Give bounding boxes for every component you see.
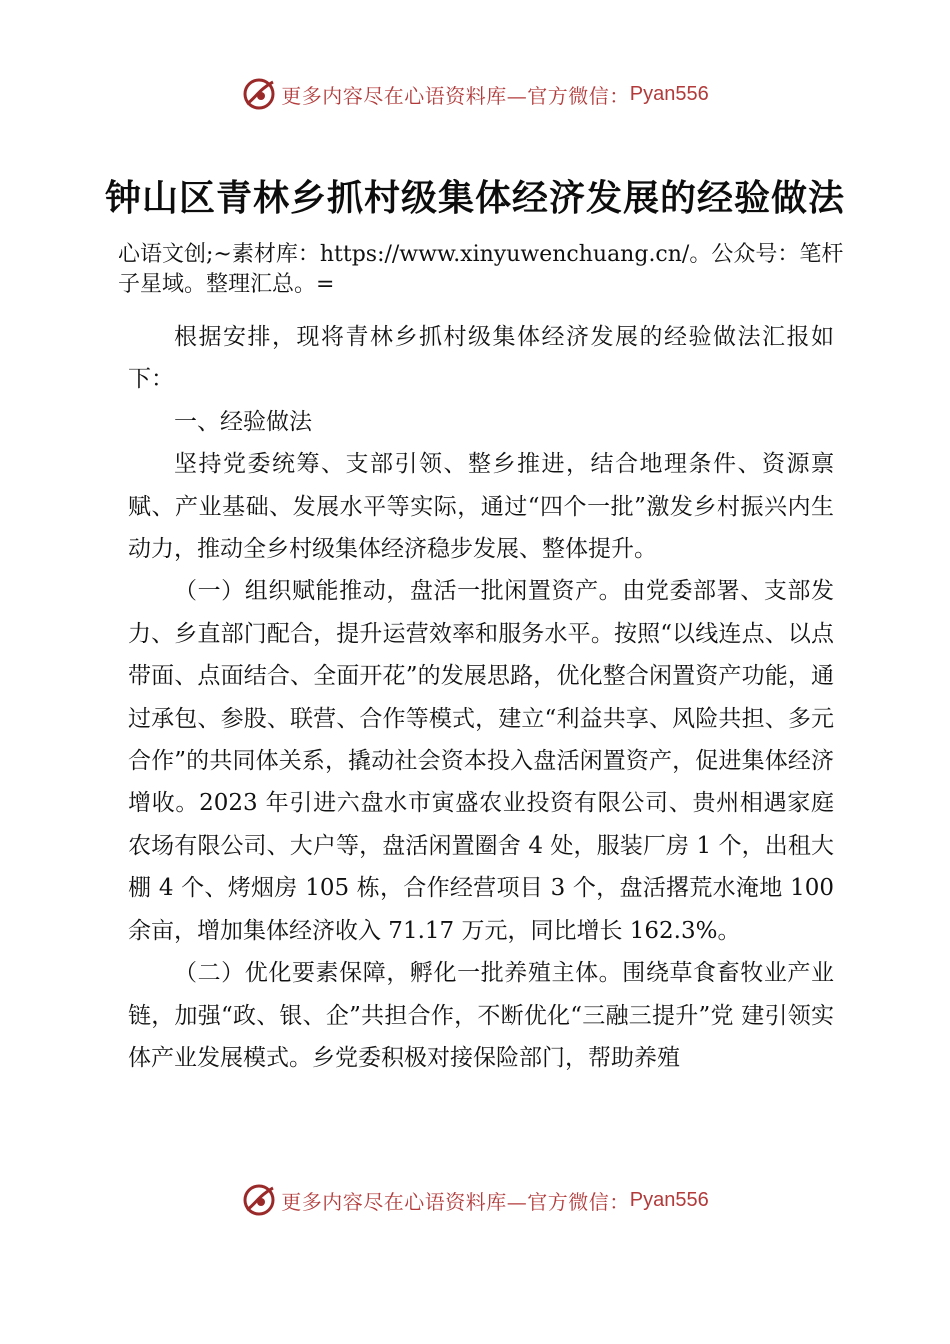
section-heading: 一、经验做法 bbox=[174, 408, 312, 435]
banner-text: 更多内容尽在心语资料库—官方微信： bbox=[281, 1189, 630, 1214]
paragraph-section-1: （一）组织赋能推动，盘活一批闲置资产。由党委部署、支部发力、乡直部门配合，提升运营效率和服务水平。按照“以线连点、以点带面、点面结合、全面开花”的发展思路，优化整合闲置资产功能，通过承包、参股、联营、合作等模式，建立“利益共享、风险共担、多元合作”的共同体关系，撬动社会资本投入盘活闲置资产，促进集体经济增收。2023 年引进六盘水市寅盛农业投资有限公司、贵州相遇家庭农场有限公司、大户等，盘活闲置圈舍 4 处，服装厂房 1 个，出租大棚 4 个、烤烟房 105 栋，合作经营项目 3 个，盘活撂荒水淹地 100 余亩，增加集体经济收入 71.17 万元，同比增长 162.3%。 bbox=[128, 578, 834, 944]
source-line: 心语文创;~素材库：https://www.xinyuwenchuang.cn/。公众号：笔杆子星域。整理汇总。= bbox=[118, 242, 844, 297]
paragraph-intro: 根据安排，现将青林乡抓村级集体经济发展的经验做法汇报如下： bbox=[128, 324, 834, 393]
header-banner bbox=[0, 74, 950, 114]
paragraph-overview: 坚持党委统筹、支部引领、整乡推进，结合地理条件、资源禀赋、产业基础、发展水平等实际，通过“四个一批”激发乡村振兴内生动力，推动全乡村级集体经济稳步发展、整体提升。 bbox=[128, 451, 834, 563]
footer-banner bbox=[0, 1180, 950, 1220]
banner-wechat-id: Pyan556 bbox=[629, 82, 709, 105]
paragraph-section-2: （二）优化要素保障，孵化一批养殖主体。围绕草食畜牧业产业链，加强“政、银、企”共担合作，不断优化“三融三提升”党 建引领实体产业发展模式。乡党委积极对接保险部门，帮助养殖 bbox=[128, 960, 834, 1071]
banner-text: 更多内容尽在心语资料库—官方微信： bbox=[281, 83, 630, 108]
banner-wechat-id: Pyan556 bbox=[629, 1188, 709, 1211]
brush-logo-icon bbox=[241, 76, 277, 112]
brush-logo-icon bbox=[241, 1182, 277, 1218]
document-body bbox=[128, 316, 834, 1079]
document-title: 钟山区青林乡抓村级集体经济发展的经验做法 bbox=[104, 178, 845, 219]
